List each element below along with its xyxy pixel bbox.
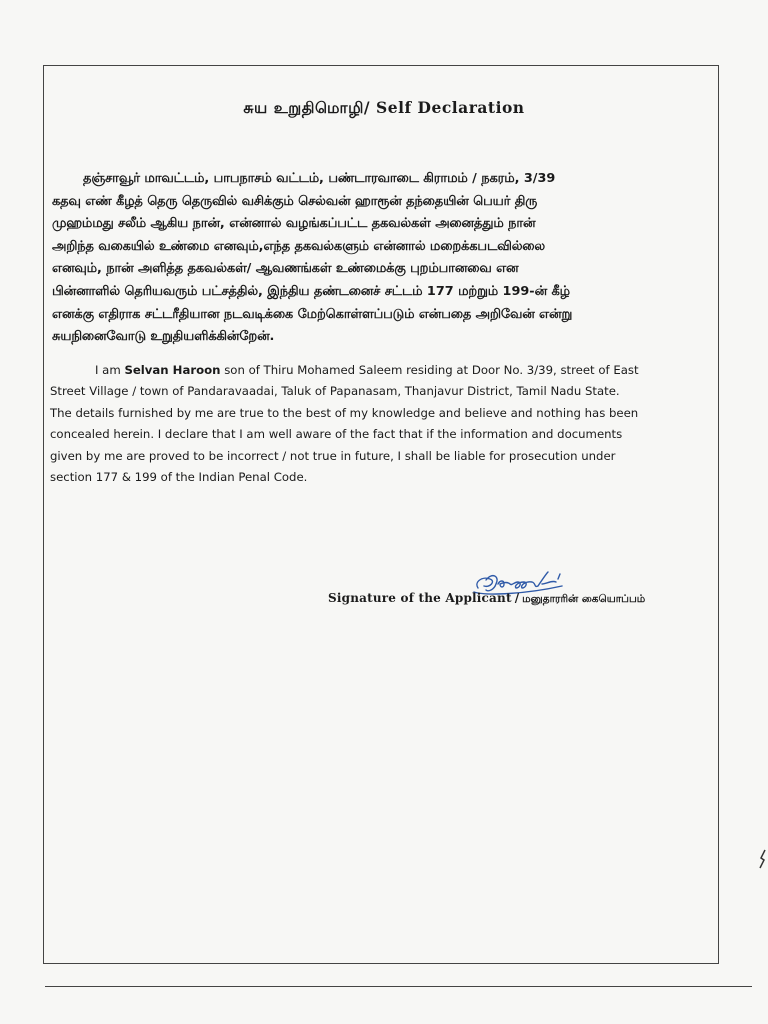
applicant-name: Selvan Haroon [124,363,221,377]
english-declaration-paragraph [50,360,714,488]
english-line: concealed herein. I declare that I am well aware of the fact that if the information and documents [50,427,623,442]
tamil-line: எனக்கு எதிராக சட்டரீதியான நடவடிக்கை மேற்கொள்ளப்படும் என்பதை அறிவேன் என்று [52,306,573,322]
english-line: given by me are proved to be incorrect / not true in future, I shall be liable for prosecution under [50,448,616,463]
signature-label [328,591,645,606]
tamil-declaration-paragraph [52,168,712,349]
tamil-line: அறிந்த வகையில் உண்மை எனவும்,எந்த தகவல்களும் என்னால் மறைக்கபடவில்லை [52,238,546,254]
tamil-line: எனவும், நான் அளித்த தகவல்கள்/ ஆவணங்கள் உண்மைக்கு புறம்பானவை என [52,261,519,277]
page-edge-mark [757,848,767,870]
english-line-prefix: I am [95,363,125,377]
title-english: Self Declaration [376,98,525,117]
tamil-line: கதவு எண் கீழத் தெரு தெருவில் வசிக்கும் செல்வன் ஹாரூன் தந்தையின் பெயர் திரு [52,193,538,209]
title-tamil: சுய உறுதிமொழி [243,98,364,117]
bottom-rule [45,986,752,987]
tamil-line: பின்னாளில் தெரியவரும் பட்சத்தில், இந்திய தண்டனைச் சட்டம் 177 மற்றும் 199-ன் கீழ் [52,283,570,299]
tamil-line: சுயநினைவோடு உறுதியளிக்கின்றேன். [52,329,275,345]
english-line: The details furnished by me are true to the best of my knowledge and believe and nothing has been [50,405,639,420]
signature-label-tamil: மனுதாரரின் கையொப்பம் [522,593,646,605]
english-line [50,360,714,381]
tamil-line: தஞ்சாவூர் மாவட்டம், பாபநாசம் வட்டம், பண்டாரவாடை கிராமம் / நகரம், 3/39 [83,171,556,186]
english-line: section 177 & 199 of the Indian Penal Code. [50,470,308,485]
title-separator: / [363,98,371,117]
english-line: Street Village / town of Pandaravaadai, Taluk of Papanasam, Thanjavur District, Tamil Nadu State. [50,384,620,399]
signature-separator: / [514,591,520,605]
tamil-line: முஹம்மது சலீம் ஆகிய நான், என்னால் வழங்கப்பட்ட தகவல்கள் அனைத்தும் நான் [52,216,536,232]
english-line-suffix: son of Thiru Mohamed Saleem residing at Door No. 3/39, street of East [220,363,639,377]
signature-label-english: Signature of the Applicant [328,591,512,605]
document-title [0,98,768,119]
